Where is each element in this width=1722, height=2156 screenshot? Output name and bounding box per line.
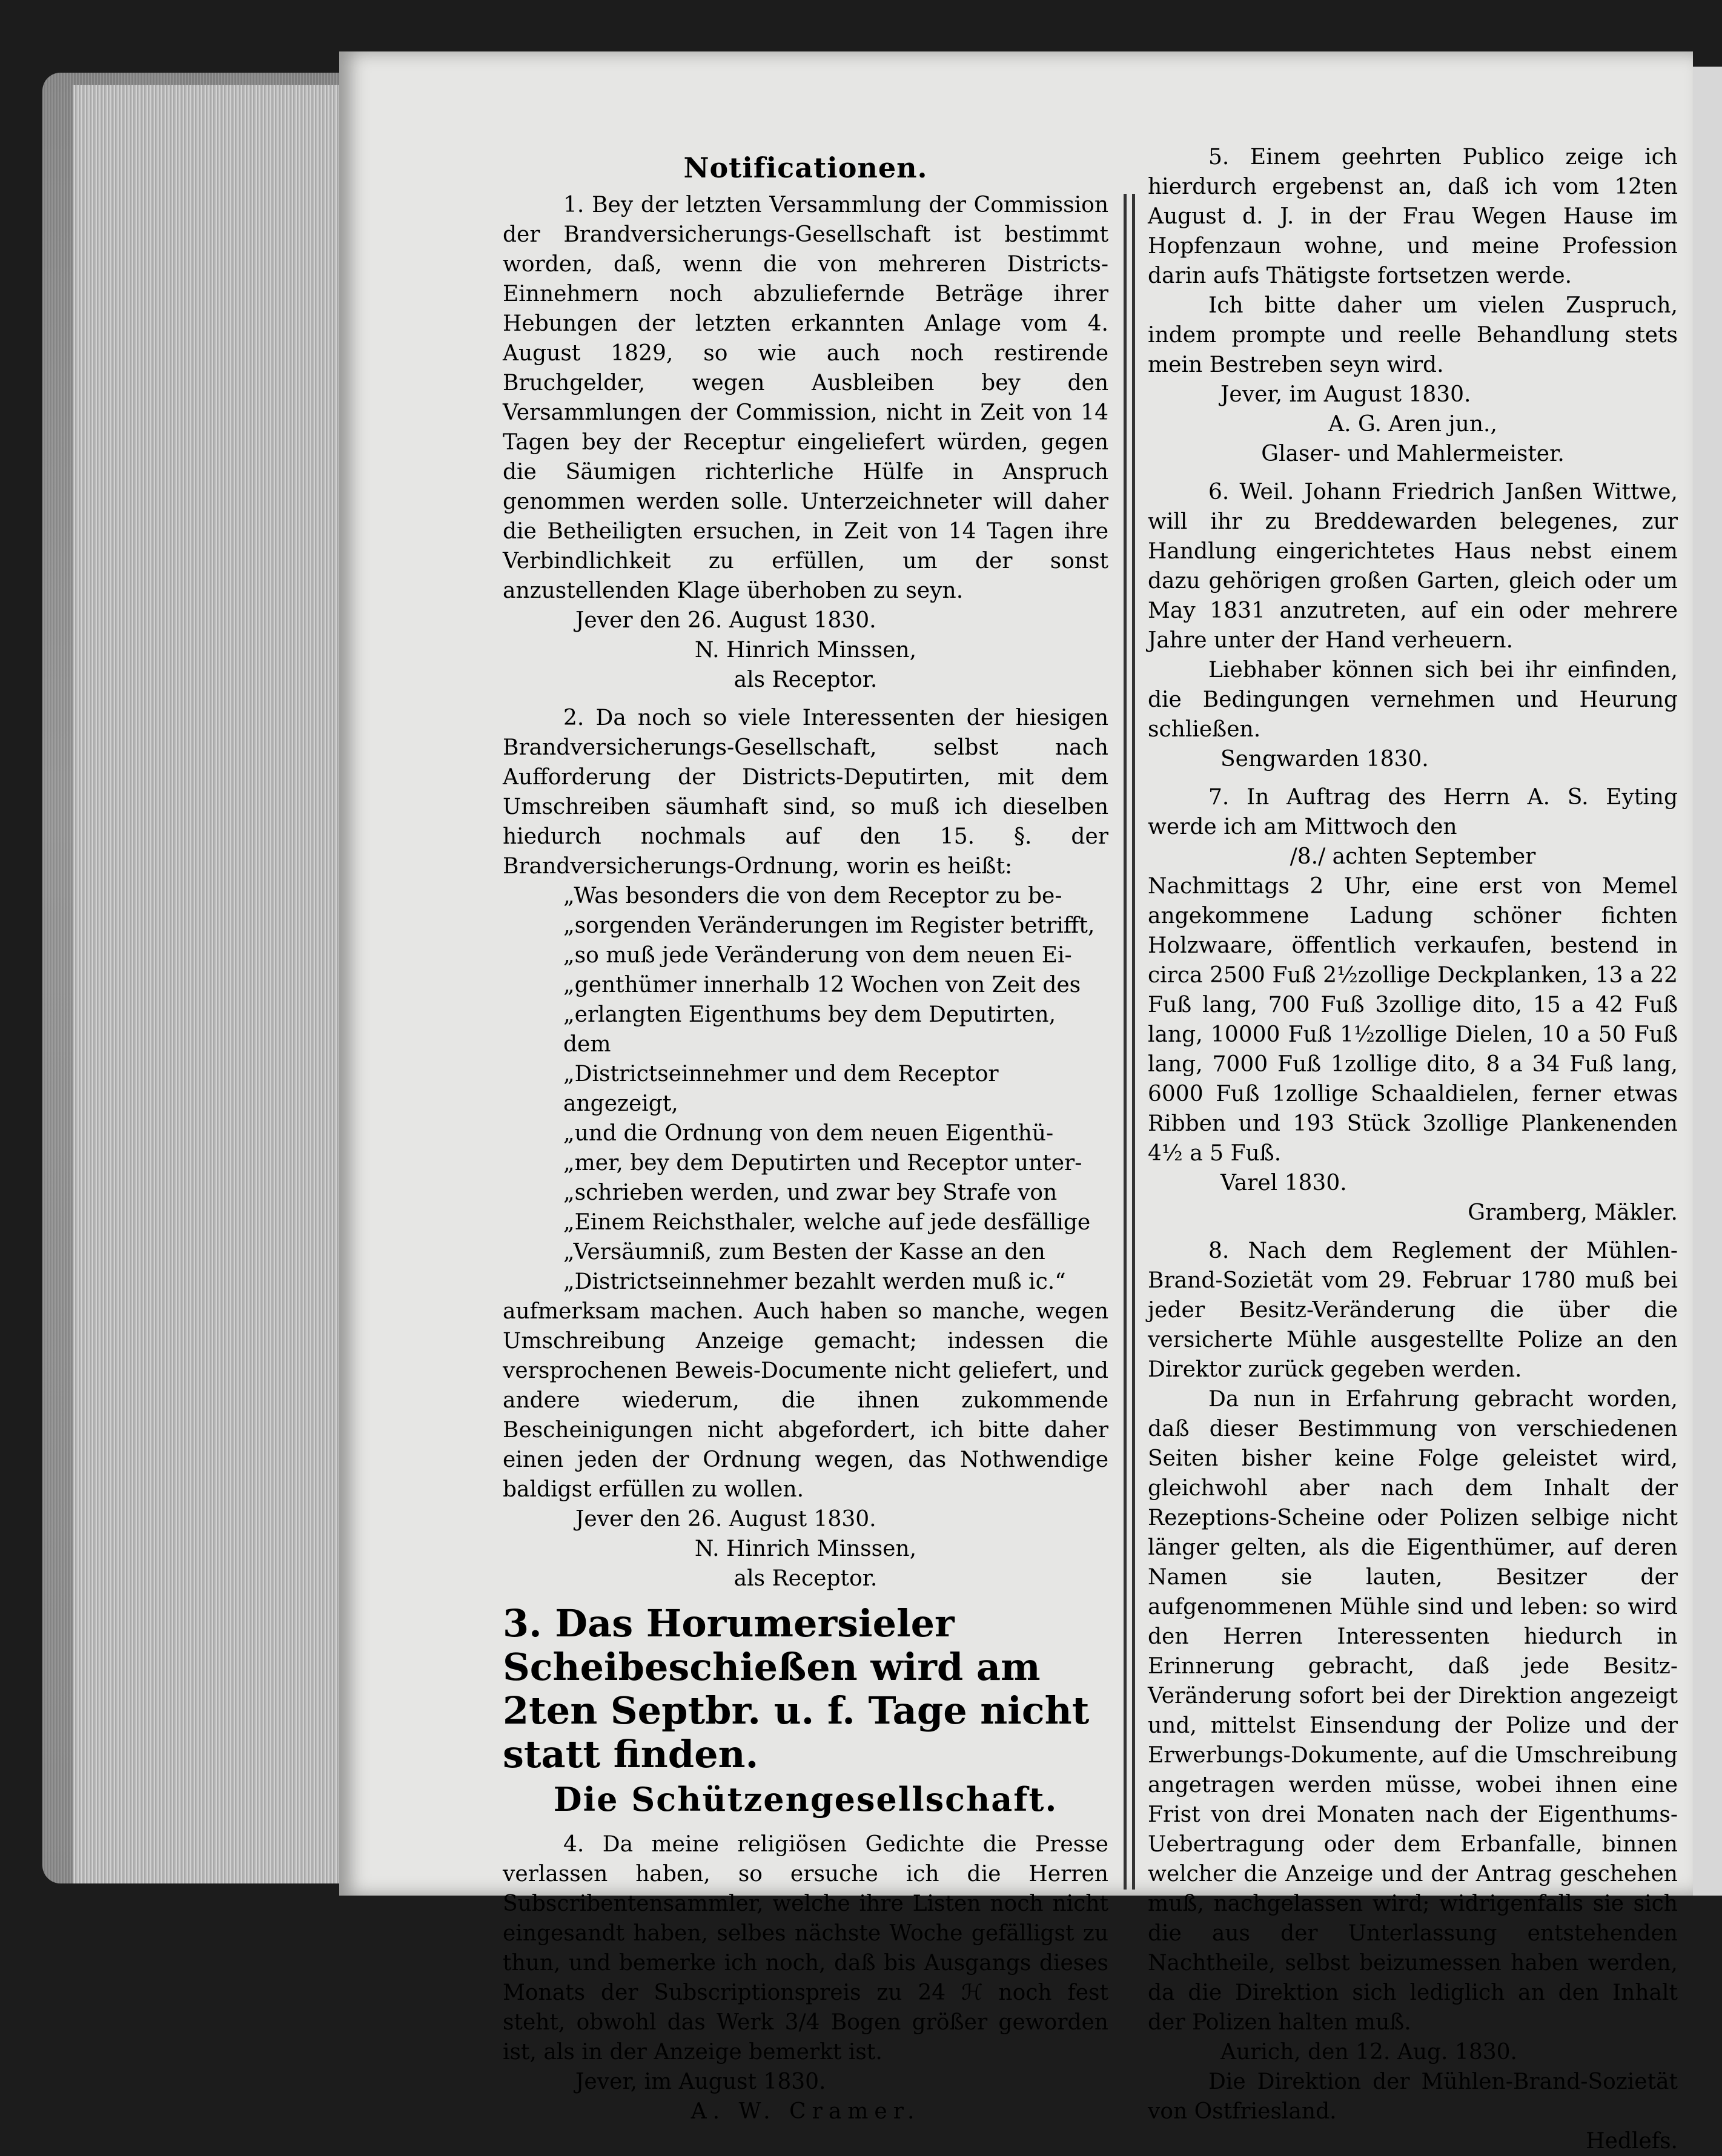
quote-line: „Einem Reichsthaler, welche auf jede desfällige	[563, 1210, 1091, 1235]
quote-line: „schrieben werden, und zwar bey Strafe von	[563, 1180, 1058, 1205]
quote-line: „genthümer innerhalb 12 Wochen von Zeit des	[563, 973, 1081, 997]
page-edges	[73, 85, 339, 1883]
notice-4-name: A. W. Cramer.	[690, 2099, 921, 2124]
quote-line: „Districtseinnehmer und dem Receptor angezeigt,	[563, 1062, 999, 1116]
notice-2-role: als Receptor.	[734, 1566, 878, 1591]
left-column	[503, 151, 1108, 2126]
notice-7-place: Varel 1830.	[1220, 1171, 1347, 1195]
notice-8-name: Hedlefs.	[1586, 2129, 1678, 2154]
column-rule-left	[1124, 194, 1127, 1890]
notice-7-text: 7. In Auftrag des Herrn A. S. Eyting werde ich am Mittwoch den	[1148, 785, 1678, 839]
notice-6-place: Sengwarden 1830.	[1220, 747, 1429, 772]
notice-6-text: 6. Weil. Johann Friedrich Janßen Wittwe, will ihr zu Breddewarden belegenes, zur Handlung eingerichtetes Haus nebst einem dazu gehörigen großen Garten, gleich oder um May 1831 anzutreten, auf ein oder mehrere Jahre unter der Hand verheuern.	[1148, 480, 1678, 653]
quote-line: „so muß jede Veränderung von dem neuen Ei-	[563, 943, 1072, 968]
quote-line: „mer, bey dem Deputirten und Receptor unter-	[563, 1151, 1082, 1176]
notice-4-place: Jever, im August 1830.	[575, 2069, 826, 2094]
notice-2-quote	[503, 881, 1108, 1297]
notice-7-date: /8./ achten September	[1290, 844, 1536, 869]
notice-3-signature: Die Schützengesellschaft.	[553, 1780, 1058, 1819]
quote-line: „Versäumniß, zum Besten der Kasse an den	[563, 1240, 1045, 1265]
section-heading: Notificationen.	[683, 151, 928, 184]
notice-8-signature: Die Direktion der Mühlen-Brand-Sozietät von Ostfriesland.	[1148, 2069, 1678, 2124]
notice-1-name: N. Hinrich Minssen,	[694, 638, 917, 663]
notice-1-role: als Receptor.	[734, 667, 878, 692]
notice-5-place: Jever, im August 1830.	[1220, 382, 1471, 407]
notice-8-text-continued: Da nun in Erfahrung gebracht worden, daß dieser Bestimmung von verschiedenen Seiten bisher keine Folge geleistet wird, gleichwohl aber nach dem Inhalt der Rezeptions-Scheine oder Polizen selbige nicht länger gelten, als die Eigenthümer, auf deren Namen sie lauten, Besitzer der aufgenommenen Mühle sind und leben: so wird den Herren Interessenten hiedurch in Erinnerung gebracht, daß jede Besitz-Veränderung sofort bei der Direktion angezeigt und, mittelst Einsendung der Polize und der Erwerbungs-Dokumente, auf die Umschreibung angetragen werden müsse, wobei ihnen eine Frist von drei Monaten nach der Eigenthums-Uebertragung oder dem Erbanfalle, binnen welcher die Anzeige und der Antrag geschehen muß, nachgelassen wird; widrigenfalls sie sich die aus der Unterlassung entstehenden Nachtheile, selbst beizumessen haben werden, da die Direktion sich lediglich an den Inhalt der Polizen halten muß.	[1148, 1387, 1678, 2035]
quote-line: „sorgenden Veränderungen im Register betrifft,	[563, 913, 1095, 938]
notice-7-name: Gramberg, Mäkler.	[1468, 1200, 1678, 1225]
notice-8-place: Aurich, den 12. Aug. 1830.	[1220, 2040, 1517, 2065]
notice-1-text: 1. Bey der letzten Versammlung der Commission der Brandversicherungs-Gesellschaft ist bestimmt worden, daß, wenn die von mehreren Districts-Einnehmern noch abzuliefernde Beträge ihrer Hebungen der letzten erkannten Anlage vom 4. August 1829, so wie auch noch restirende Bruchgelder, wegen Ausbleiben bey den Versammlungen der Commission, nicht in Zeit von 14 Tagen bey der Receptur eingeliefert würden, gegen die Säumigen richterliche Hülfe in Anspruch genommen werden solle. Unterzeichneter will daher die Betheiligten ersuchen, in Zeit von 14 Tagen ihre Verbindlichkeit zu erfüllen, um der sonst anzustellenden Klage überhoben zu seyn.	[503, 193, 1108, 603]
notice-2-place: Jever den 26. August 1830.	[575, 1507, 876, 1532]
notice-4-text: 4. Da meine religiösen Gedichte die Presse verlassen haben, so ersuche ich die Herren Subscribentensammler, welche ihre Listen noch nicht eingesandt haben, selbes nächste Woche gefälligst zu thun, und bemerke ich noch, daß bis Ausgangs dieses Monats der Subscriptionspreis zu 24 ℋ noch fest steht, obwohl das Werk 3/4 Bogen größer geworden ist, als in der Anzeige bemerkt ist.	[503, 1832, 1108, 2065]
notice-3-text: 3. Das Horumersieler Scheibeschießen wird am 2ten Septbr. u. f. Tage nicht statt finden.	[503, 1601, 1090, 1776]
quote-line: „und die Ordnung von dem neuen Eigenthü-	[563, 1121, 1054, 1146]
notice-2-text: 2. Da noch so viele Interessenten der hiesigen Brandversicherungs-Gesellschaft, selbst nach Aufforderung der Districts-Deputirten, mit dem Umschreiben säumhaft sind, so muß ich dieselben hiedurch nochmals auf den 15. §. der Brandversicherungs-Ordnung, worin es heißt:	[503, 706, 1108, 879]
right-column	[1148, 142, 1678, 2156]
quote-line: „Was besonders die von dem Receptor zu be-	[563, 884, 1062, 908]
notice-5-text-continued: Ich bitte daher um vielen Zuspruch, indem prompte und reelle Behandlung stets mein Bestreben seyn wird.	[1148, 293, 1678, 377]
notice-7-text-continued: Nachmittags 2 Uhr, eine erst von Memel angekommene Ladung schöner fichten Holzwaare, öffentlich verkaufen, bestend in circa 2500 Fuß 2½zollige Deckplanken, 13 a 22 Fuß lang, 700 Fuß 3zollige dito, 15 a 42 Fuß lang, 10000 Fuß 1½zollige Dielen, 10 a 50 Fuß lang, 7000 Fuß 1zollige dito, 8 a 34 Fuß lang, 6000 Fuß 1zollige Schaaldielen, ferner etwas Ribben und 193 Stück 3zollige Plankenenden 4½ a 5 Fuß.	[1148, 874, 1678, 1166]
notice-2-name: N. Hinrich Minssen,	[694, 1536, 917, 1561]
notice-6-text-continued: Liebhaber können sich bei ihr einfinden, die Bedingungen vernehmen und Heurung schließen.	[1148, 658, 1678, 742]
notice-8-text: 8. Nach dem Reglement der Mühlen-Brand-Sozietät vom 29. Februar 1780 muß bei jeder Besitz-Veränderung die über die versicherte Mühle ausgestellte Polize an den Direktor zurück gegeben werden.	[1148, 1238, 1678, 1382]
facing-page-edge	[1690, 67, 1722, 1896]
notice-5-name: A. G. Aren jun.,	[1328, 412, 1497, 437]
newspaper-page	[339, 51, 1693, 2154]
quote-line: „Districtseinnehmer bezahlt werden muß ic.“	[563, 1269, 1066, 1294]
quote-line: „erlangten Eigenthums bey dem Deputirten, dem	[563, 1002, 1056, 1057]
notice-5-role: Glaser- und Mahlermeister.	[1261, 441, 1565, 466]
notice-1-place: Jever den 26. August 1830.	[575, 608, 876, 633]
notice-5-text: 5. Einem geehrten Publico zeige ich hierdurch ergebenst an, daß ich vom 12ten August d. J. in der Frau Wegen Hause im Hopfenzaun wohne, und meine Profession darin aufs Thätigste fortsetzen werde.	[1148, 145, 1678, 288]
column-rule-right	[1132, 194, 1135, 1890]
notice-2-text-continued: aufmerksam machen. Auch haben so manche, wegen Umschreibung Anzeige gemacht; indessen die versprochenen Beweis-Documente nicht geliefert, und andere wiederum, die ihnen zukommende Bescheinigungen nicht abgefordert, ich bitte daher einen jeden der Ordnung wegen, das Nothwendige baldigst erfüllen zu wollen.	[503, 1299, 1108, 1502]
